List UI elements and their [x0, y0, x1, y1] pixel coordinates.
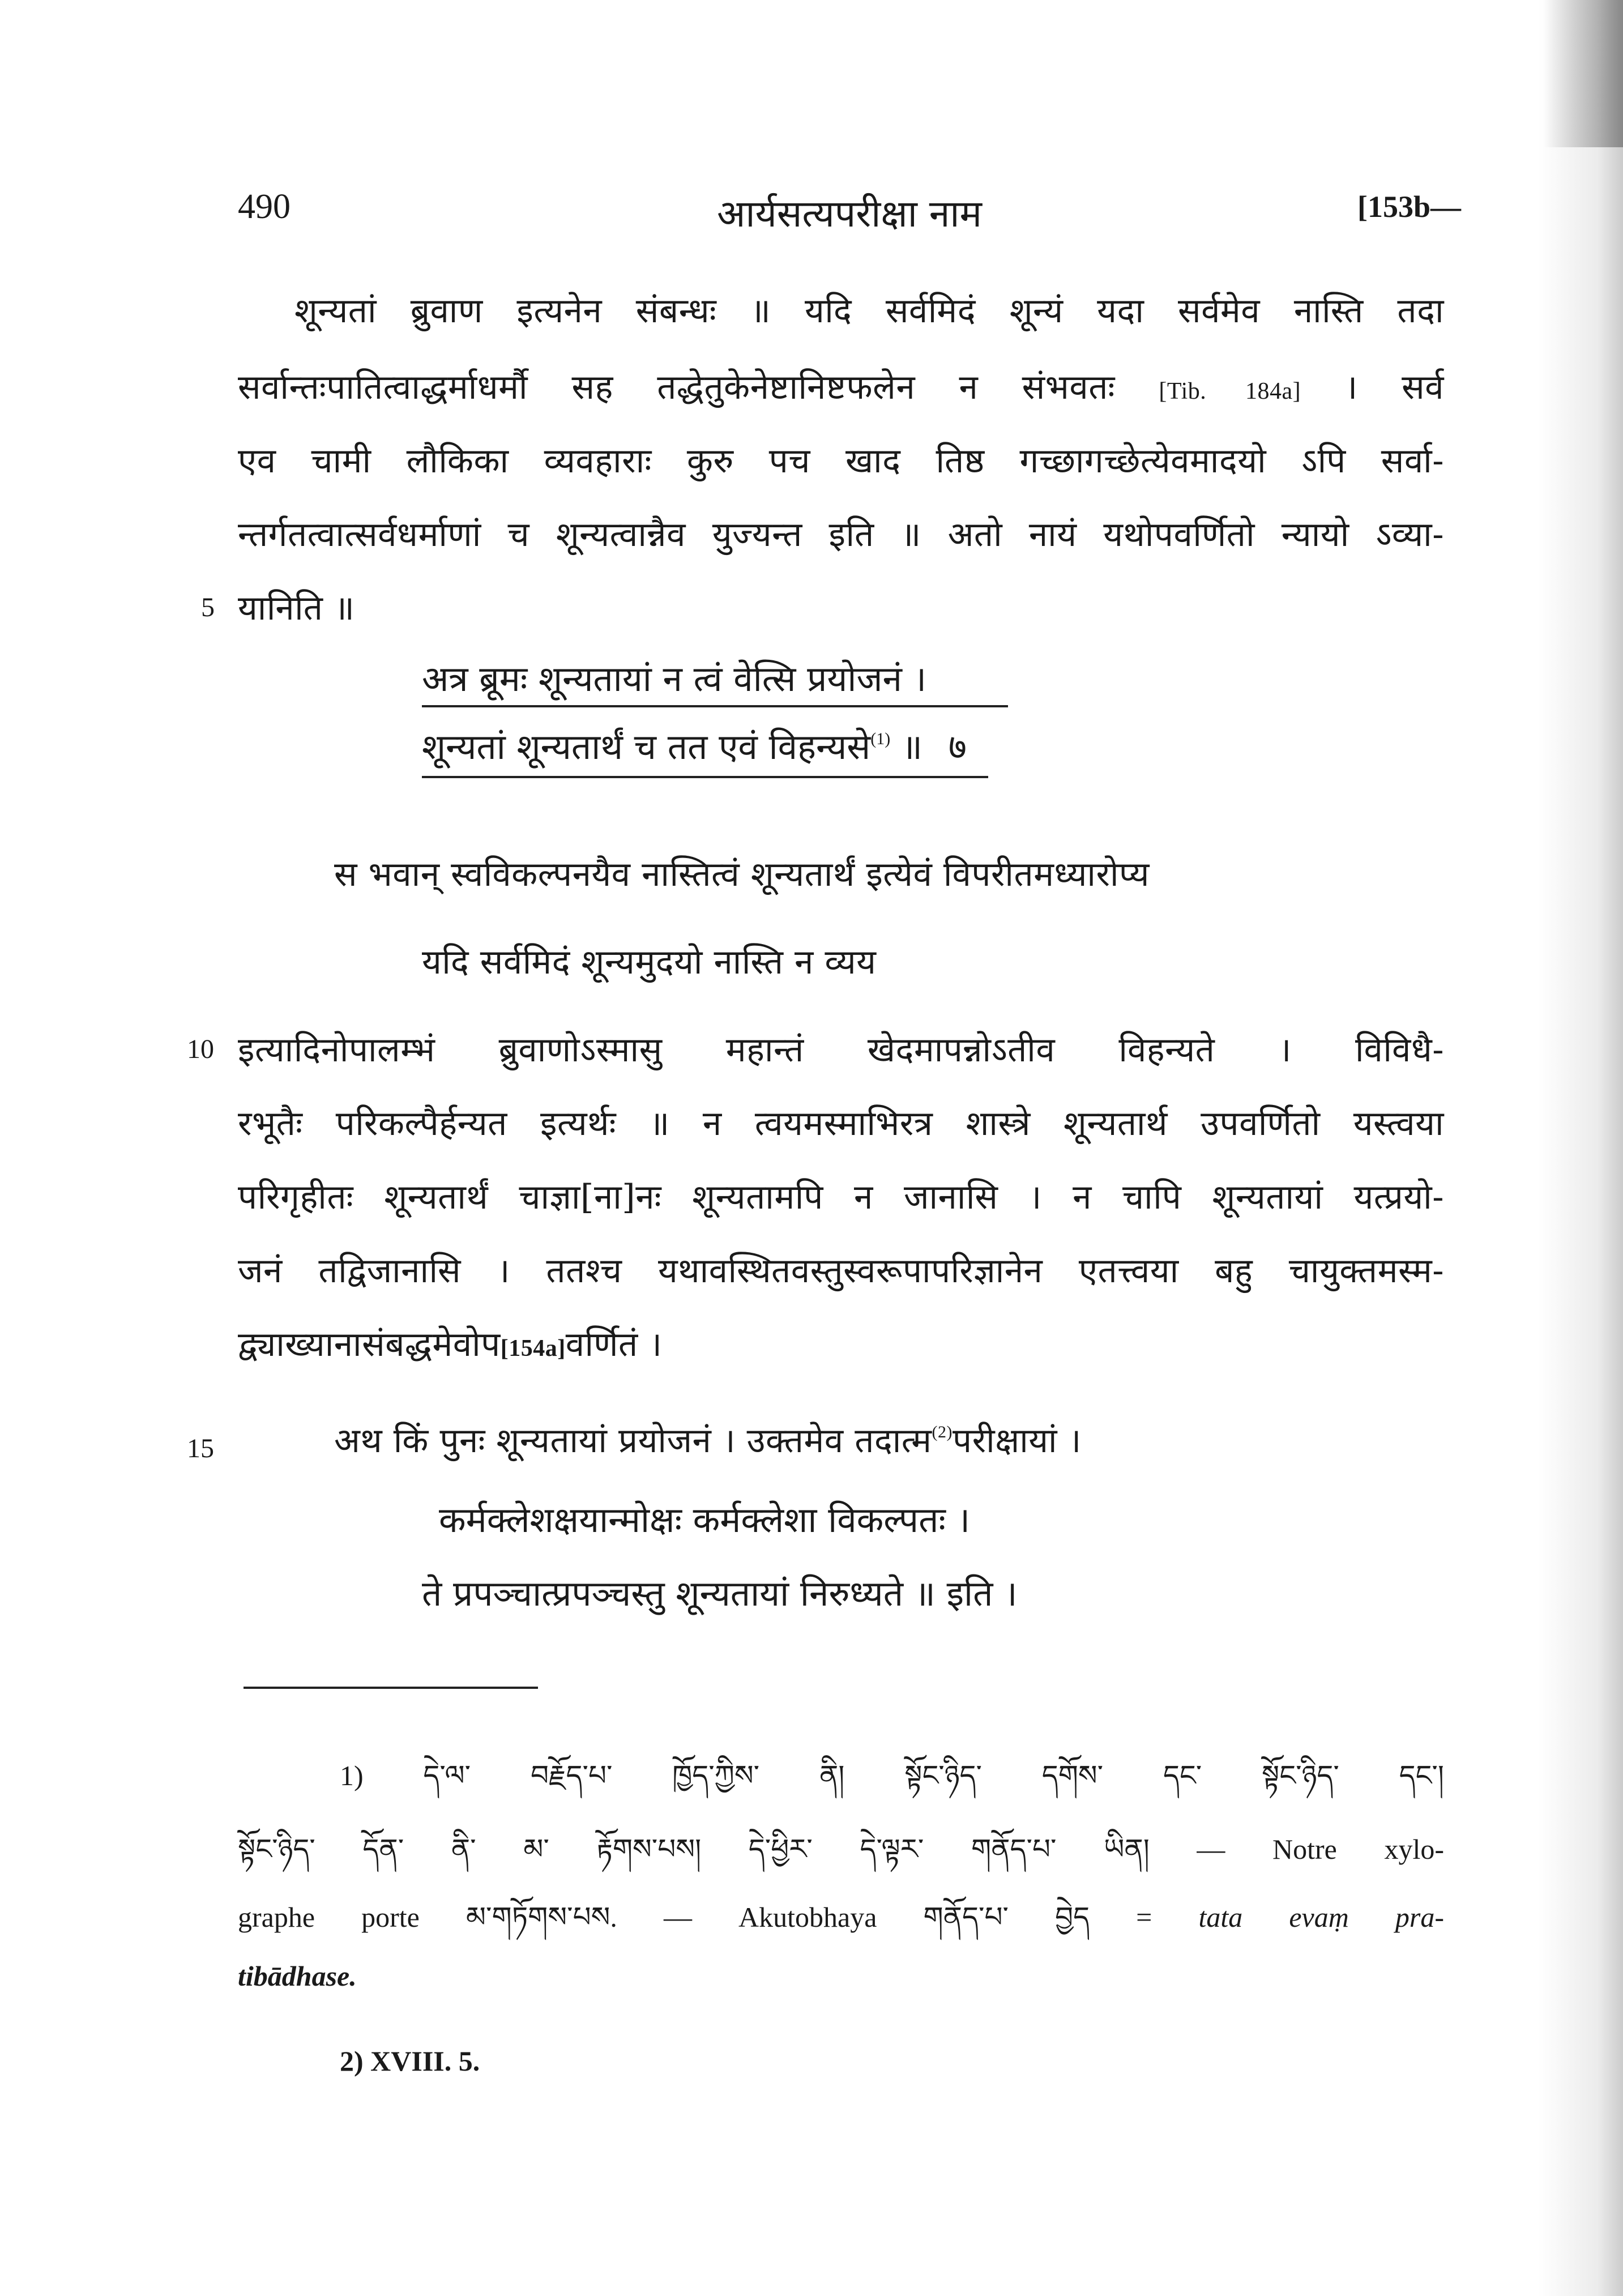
text-line: जनं तद्विजानासि । ततश्च यथावस्थितवस्तुस्वरूपापरिज्ञानेन एतत्त्वया बहु चायुक्तमस्म-: [238, 1251, 1444, 1291]
text-line: स भवान् स्वविकल्पनयैव नास्तित्वं शून्यतार्थं इत्येवं विपरीतमध्यारोप्य: [334, 855, 1150, 894]
line-number: 10: [187, 1034, 214, 1064]
quoted-verse: यदि सर्वमिदं शून्यमुदयो नास्ति न व्यय: [422, 942, 877, 982]
verse-number: ७: [948, 726, 967, 767]
verse-text: शून्यतां शून्यतार्थं च तत एवं विहन्यसे: [422, 726, 871, 767]
footnote-line: [238, 1886, 1444, 1965]
footnote-marker: (1): [870, 729, 891, 748]
running-title: आर्यसत्यपरीक्षा नाम: [717, 192, 982, 236]
text-line: न्तर्गतत्वात्सर्वधर्माणां च शून्यत्वान्नैव युज्यन्त इति ॥ अतो नायं यथोपवर्णितो न्यायो ऽव्या-: [238, 515, 1444, 554]
verse-underline: [422, 776, 988, 778]
page-number: 490: [238, 187, 291, 226]
footnote-line: 1) དེ་ལ་ བརྗོད་པ་ ཁྱོད་ཀྱིས་ ནི། སྟོང་ཉིད་ དགོས་ དང་ སྟོང་ཉིད་ དང་།: [340, 1760, 1444, 1791]
text-line: इत्यादिनोपालम्भं ब्रुवाणोऽस्मासु महान्तं खेदमापन्नोऽतीव विहन्यते । विविधै-: [238, 1030, 1444, 1070]
footnote-line: [238, 1960, 357, 1992]
line-number: 15: [187, 1433, 214, 1463]
folio-reference-inline: [154a]: [500, 1335, 566, 1362]
verse-line: कर्मक्लेशक्षयान्मोक्षः कर्मक्लेशा विकल्पतः ।: [439, 1499, 971, 1540]
verse-end: ॥: [890, 726, 923, 767]
text-line: यानिति ॥: [238, 588, 355, 628]
text-line: परिगृहीतः शून्यतार्थं चाज्ञा[ना]नः शून्यतामपि न जानासि । न चापि शून्यतायां यत्प्रयो-: [238, 1177, 1444, 1217]
verse-line: अत्र ब्रूमः शून्यतायां न त्वं वेत्सि प्रयोजनं ।: [422, 658, 927, 699]
footnote-italic: tibādhase.: [238, 1960, 357, 1992]
text-line: [334, 1416, 1082, 1462]
tibetan-reference: [Tib. 184a]: [1159, 378, 1301, 404]
text-line-part: वर्णितं ।: [565, 1325, 663, 1364]
line-number: 5: [201, 592, 215, 622]
text-line: एव चामी लौकिका व्यवहाराः कुरु पच खाद तिष्ठ गच्छागच्छेत्येवमादयो ऽपि सर्वा-: [238, 441, 1444, 481]
footnote-text: graphe porte མ་གཏོགས་པས. — Akutobhaya གནོད་པ་ བྱེད =: [238, 1901, 1152, 1933]
page-edge-shadow: [1538, 0, 1623, 2296]
footnote-separator: [244, 1687, 538, 1689]
folio-reference: [153b—: [1357, 190, 1461, 224]
text-line-part: अथ किं पुनः शून्यतायां प्रयोजनं । उक्तमेव तदात्म: [334, 1421, 932, 1461]
text-line: [238, 362, 1444, 409]
verse-underline: [422, 705, 1008, 707]
text-line: शून्यतां ब्रुवाण इत्यनेन संबन्धः ॥ यदि सर्वमिदं शून्यं यदा सर्वमेव नास्ति तदा: [294, 291, 1444, 331]
verse-line: ते प्रपञ्चात्प्रपञ्चस्तु शून्यतायां निरुध्यते ॥ इति ।: [422, 1573, 1018, 1614]
running-header: [238, 187, 1461, 238]
text-line-part: । सर्व: [1344, 368, 1445, 407]
footnote-italic: tata evaṃ pra-: [1198, 1901, 1445, 1933]
verse-line: [422, 722, 967, 770]
text-line: [238, 1320, 662, 1366]
footnote-line: སྟོང་ཉིད་ དོན་ ནི་ མ་ རྟོགས་པས། དེ་ཕྱིར་ དེ་ལྟར་ གནོད་པ་ ཡིན། — Notre xylo-: [238, 1833, 1444, 1865]
footnote-marker: (2): [932, 1423, 953, 1441]
footnote-2: 2) XVIII. 5.: [340, 2045, 480, 2077]
text-line-part: सर्वान्तःपातित्वाद्धर्माधर्मौ सह तद्धेतुकेनेष्टानिष्टफलेन न संभवतः: [238, 368, 1116, 407]
text-line-part: परीक्षायां ।: [953, 1421, 1082, 1461]
text-line: रभूतैः परिकल्पैर्हन्यत इत्यर्थः ॥ न त्वयमस्माभिरत्र शास्त्रे शून्यतार्थ उपवर्णितो यस्त्वया: [238, 1104, 1444, 1143]
page-corner-shadow: [1544, 0, 1623, 147]
text-line-part: द्व्याख्यानासंबद्धमेवोप: [238, 1325, 501, 1364]
